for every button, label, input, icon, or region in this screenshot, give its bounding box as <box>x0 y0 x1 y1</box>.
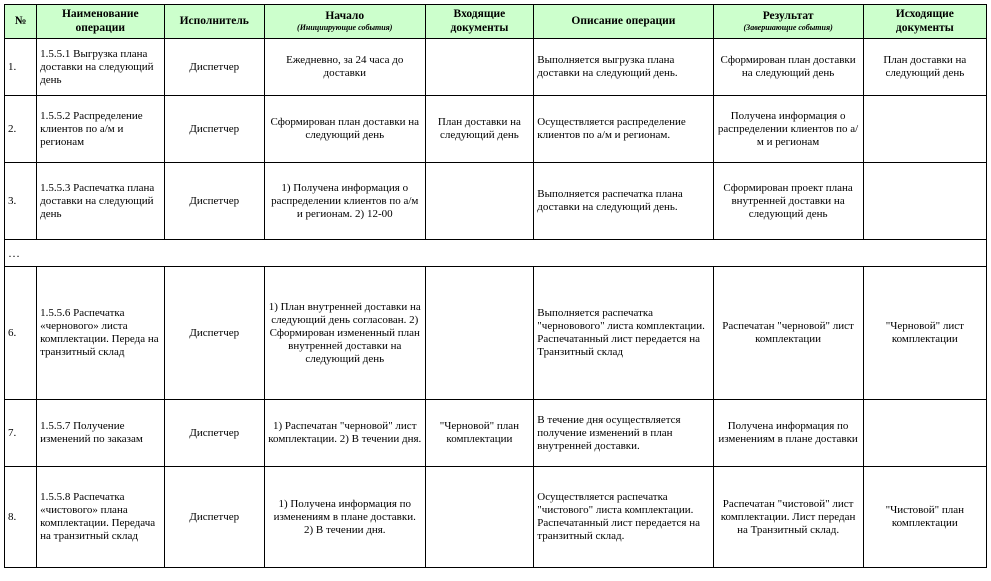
cell-outgoing-documents <box>863 163 986 240</box>
cell-operation-name: 1.5.5.7 Получение изменений по заказам <box>37 400 164 467</box>
cell-number: 3. <box>5 163 37 240</box>
column-header-start: Начало (Инициирующие события) <box>264 5 425 39</box>
cell-ellipsis: … <box>5 240 987 267</box>
cell-outgoing-documents: План доставки на следующий день <box>863 39 986 96</box>
cell-executor: Диспетчер <box>164 96 264 163</box>
cell-operation-description: Выполняется распечатка "черновового" листа комплектации. Распечатанный лист передается на Транзитный склад <box>534 267 713 400</box>
table-row <box>5 96 987 163</box>
cell-operation-name: 1.5.5.8 Распечатка «чистового» плана комплектации. Передача на транзитный склад <box>37 467 164 568</box>
cell-executor: Диспетчер <box>164 163 264 240</box>
cell-operation-name: 1.5.5.1 Выгрузка плана доставки на следующий день <box>37 39 164 96</box>
cell-executor: Диспетчер <box>164 467 264 568</box>
cell-result: Сформирован план доставки на следующий день <box>713 39 863 96</box>
cell-executor: Диспетчер <box>164 400 264 467</box>
cell-outgoing-documents <box>863 96 986 163</box>
cell-start: Сформирован план доставки на следующий день <box>264 96 425 163</box>
cell-start: Ежедневно, за 24 часа до доставки <box>264 39 425 96</box>
cell-incoming-documents <box>425 163 534 240</box>
table-header-row <box>5 5 987 39</box>
column-header-result-sub: (Завершающие события) <box>743 22 833 32</box>
table-row-ellipsis <box>5 240 987 267</box>
table-row <box>5 39 987 96</box>
cell-operation-description: Осуществляется распределение клиентов по а/м и регионам. <box>534 96 713 163</box>
cell-number: 2. <box>5 96 37 163</box>
column-header-operation-name: Наименование операции <box>37 5 164 39</box>
cell-start: 1) Распечатан "черновой" лист комплектации. 2) В течении дня. <box>264 400 425 467</box>
column-header-incoming-documents: Входящие документы <box>425 5 534 39</box>
cell-operation-description: Выполняется распечатка плана доставки на следующий день. <box>534 163 713 240</box>
column-header-executor: Исполнитель <box>164 5 264 39</box>
document-page <box>0 4 991 581</box>
cell-incoming-documents <box>425 267 534 400</box>
cell-number: 8. <box>5 467 37 568</box>
table-row <box>5 467 987 568</box>
table-header <box>5 5 987 39</box>
column-header-number: № <box>5 5 37 39</box>
cell-operation-description: В течение дня осуществляется получение изменений в план внутренней доставки. <box>534 400 713 467</box>
cell-operation-description: Осуществляется распечатка "чистового" листа комплектации. Распечатанный лист передается на транзитный склад. <box>534 467 713 568</box>
cell-outgoing-documents <box>863 400 986 467</box>
cell-result: Получена информация о распределении клиентов по а/м и регионам <box>713 96 863 163</box>
cell-executor: Диспетчер <box>164 267 264 400</box>
cell-incoming-documents: "Черновой" план комплектации <box>425 400 534 467</box>
table-row <box>5 163 987 240</box>
cell-number: 7. <box>5 400 37 467</box>
cell-number: 6. <box>5 267 37 400</box>
cell-start: 1) План внутренней доставки на следующий день согласован. 2) Сформирован измененный план внутренней доставки на следующий день <box>264 267 425 400</box>
cell-operation-name: 1.5.5.3 Распечатка плана доставки на следующий день <box>37 163 164 240</box>
cell-start: 1) Получена информация о распределении клиентов по а/м и регионам. 2) 12-00 <box>264 163 425 240</box>
cell-outgoing-documents: "Чистовой" план комплектации <box>863 467 986 568</box>
cell-result: Распечатан "чистовой" лист комплектации. Лист передан на Транзитный склад. <box>713 467 863 568</box>
table-body <box>5 39 987 568</box>
process-description-table <box>4 4 987 568</box>
cell-operation-name: 1.5.5.2 Распределение клиентов по а/м и регионам <box>37 96 164 163</box>
column-header-outgoing-documents: Исходящие документы <box>863 5 986 39</box>
cell-result: Сформирован проект плана внутренней доставки на следующий день <box>713 163 863 240</box>
cell-operation-description: Выполняется выгрузка плана доставки на следующий день. <box>534 39 713 96</box>
cell-incoming-documents: План доставки на следующий день <box>425 96 534 163</box>
table-row <box>5 267 987 400</box>
column-header-result: Результат (Завершающие события) <box>713 5 863 39</box>
cell-number: 1. <box>5 39 37 96</box>
cell-incoming-documents <box>425 467 534 568</box>
cell-outgoing-documents: "Черновой" лист комплектации <box>863 267 986 400</box>
column-header-start-sub: (Инициирующие события) <box>297 22 393 32</box>
cell-result: Получена информация по изменениям в плане доставки <box>713 400 863 467</box>
column-header-operation-description: Описание операции <box>534 5 713 39</box>
cell-start: 1) Получена информация по изменениям в плане доставки. 2) В течении дня. <box>264 467 425 568</box>
cell-incoming-documents <box>425 39 534 96</box>
cell-result: Распечатан "черновой" лист комплектации <box>713 267 863 400</box>
cell-executor: Диспетчер <box>164 39 264 96</box>
table-row <box>5 400 987 467</box>
cell-operation-name: 1.5.5.6 Распечатка «чернового» листа комплектации. Переда на транзитный склад <box>37 267 164 400</box>
